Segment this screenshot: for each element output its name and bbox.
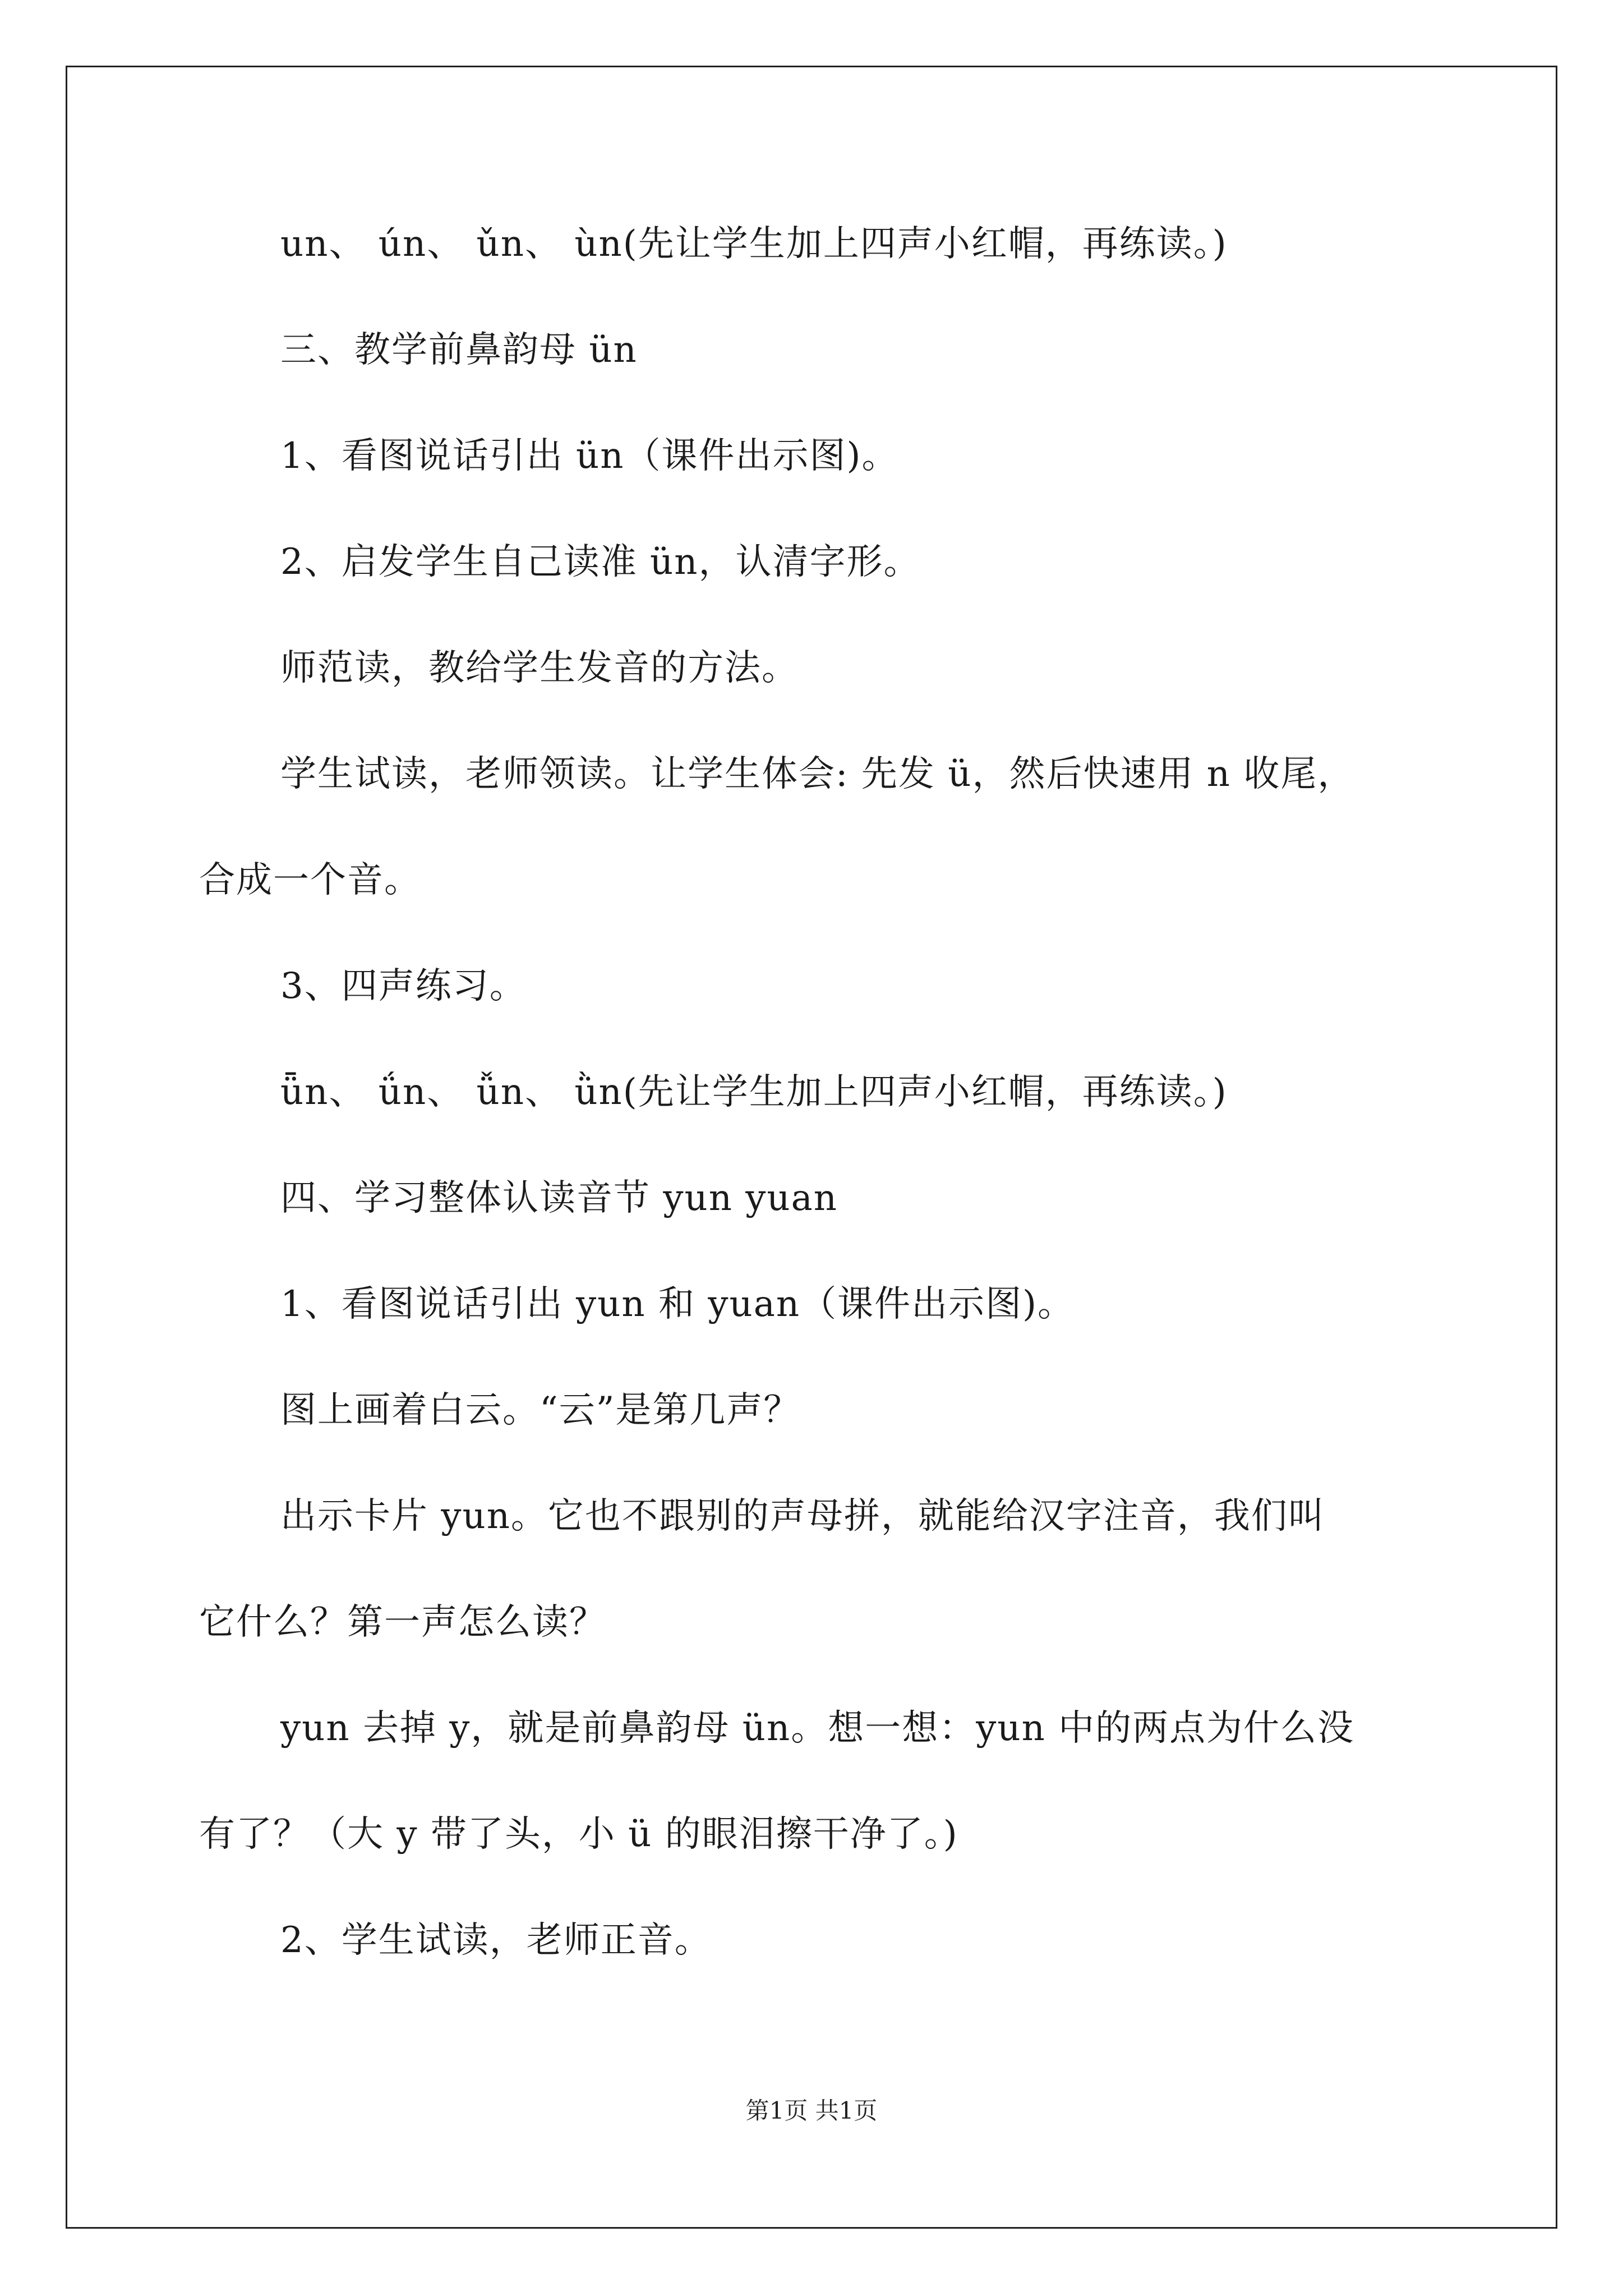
paragraph: un、 ún、 ǔn、 ùn(先让学生加上四声小红帽，再练读。): [280, 223, 1228, 265]
paragraph: 1、看图说话引出 ün（课件出示图)。: [280, 435, 899, 477]
paragraph: 三、教学前鼻韵母 ün: [280, 329, 638, 371]
paragraph: 图上画着白云。“云”是第几声？: [280, 1389, 801, 1431]
page-number: 第1页 共1页: [745, 2097, 878, 2124]
paragraph: 2、启发学生自己读准 ün，认清字形。: [280, 541, 921, 583]
paragraph: 有了？（大 y 带了头，小 ü 的眼泪擦干净了。): [199, 1814, 958, 1855]
paragraph: 3、四声练习。: [280, 965, 527, 1007]
paragraph: 学生试读，老师领读。让学生体会: 先发 ü，然后快速用 n 收尾，: [280, 753, 1355, 795]
paragraph: ǖn、 ǘn、 ǚn、 ǜn(先让学生加上四声小红帽，再练读。): [280, 1071, 1228, 1113]
paragraph: 四、学习整体认读音节 yun yuan: [280, 1177, 838, 1219]
paragraph: 2、学生试读，老师正音。: [280, 1920, 712, 1961]
paragraph: 1、看图说话引出 yun 和 yuan（课件出示图)。: [280, 1283, 1075, 1325]
page-border: [66, 66, 1557, 2229]
paragraph: 出示卡片 yun。它也不跟别的声母拼，就能给汉字注音，我们叫: [280, 1496, 1325, 1537]
paragraph: 它什么？第一声怎么读？: [199, 1602, 606, 1643]
paragraph: yun 去掉 y，就是前鼻韵母 ün。想一想：yun 中的两点为什么没: [280, 1708, 1355, 1749]
paragraph: 合成一个音。: [199, 859, 421, 901]
paragraph: 师范读，教给学生发音的方法。: [280, 647, 799, 689]
